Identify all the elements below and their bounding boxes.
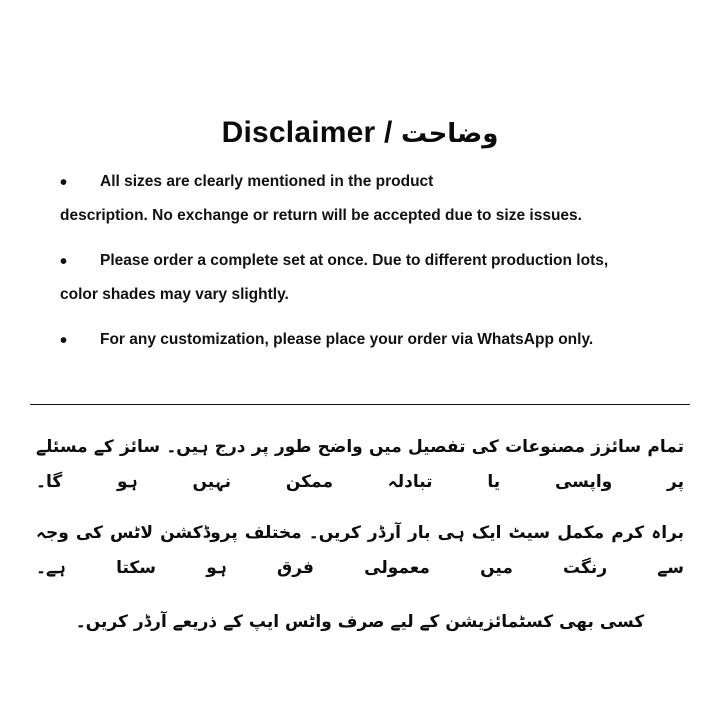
bullet-text-primary: For any customization, please place your order via WhatsApp only. — [100, 330, 594, 348]
page-title-separator: / — [383, 116, 393, 149]
list-item — [52, 171, 660, 228]
urdu-paragraph: کسی بھی کسٹمائزیشن کے لیے صرف واٹس ایپ کے ذریعے آرڈر کریں۔ — [75, 612, 645, 633]
bullet-text-continued: description. No exchange or return will be accepted due to size issues. — [60, 207, 582, 225]
bullet-line — [52, 329, 660, 351]
horizontal-rule — [30, 404, 690, 405]
page-title-urdu: وضاحت — [401, 119, 499, 149]
bullet-icon: • — [60, 250, 68, 273]
urdu-paragraph: تمام سائزز مصنوعات کی تفصیل میں واضح طور پر درج ہیں۔ سائز کے مسئلے پر واپسی یا تبادلہ ممکن نہیں ہو گا۔ — [36, 437, 684, 492]
english-disclaimer-list — [0, 171, 720, 351]
bullet-icon: • — [60, 329, 68, 352]
bullet-line — [52, 171, 660, 193]
page-title-english: Disclaimer — [221, 116, 376, 149]
urdu-paragraph: براہ کرم مکمل سیٹ ایک ہی بار آرڈر کریں۔ مختلف پروڈکشن لاٹس کی وجہ سے رنگت میں معمولی فرق ہو سکتا ہے۔ — [36, 522, 684, 578]
bullet-icon: • — [60, 172, 68, 194]
bullet-line — [52, 250, 660, 272]
list-item — [52, 329, 660, 351]
bullet-text-primary: Please order a complete set at once. Due to different production lots, — [100, 251, 609, 269]
page-title — [0, 0, 720, 149]
bullet-text-continued: color shades may vary slightly. — [60, 286, 289, 304]
list-item — [52, 250, 660, 307]
bullet-text-primary: All sizes are clearly mentioned in the product — [100, 173, 434, 190]
urdu-disclaimer-list — [36, 430, 684, 640]
